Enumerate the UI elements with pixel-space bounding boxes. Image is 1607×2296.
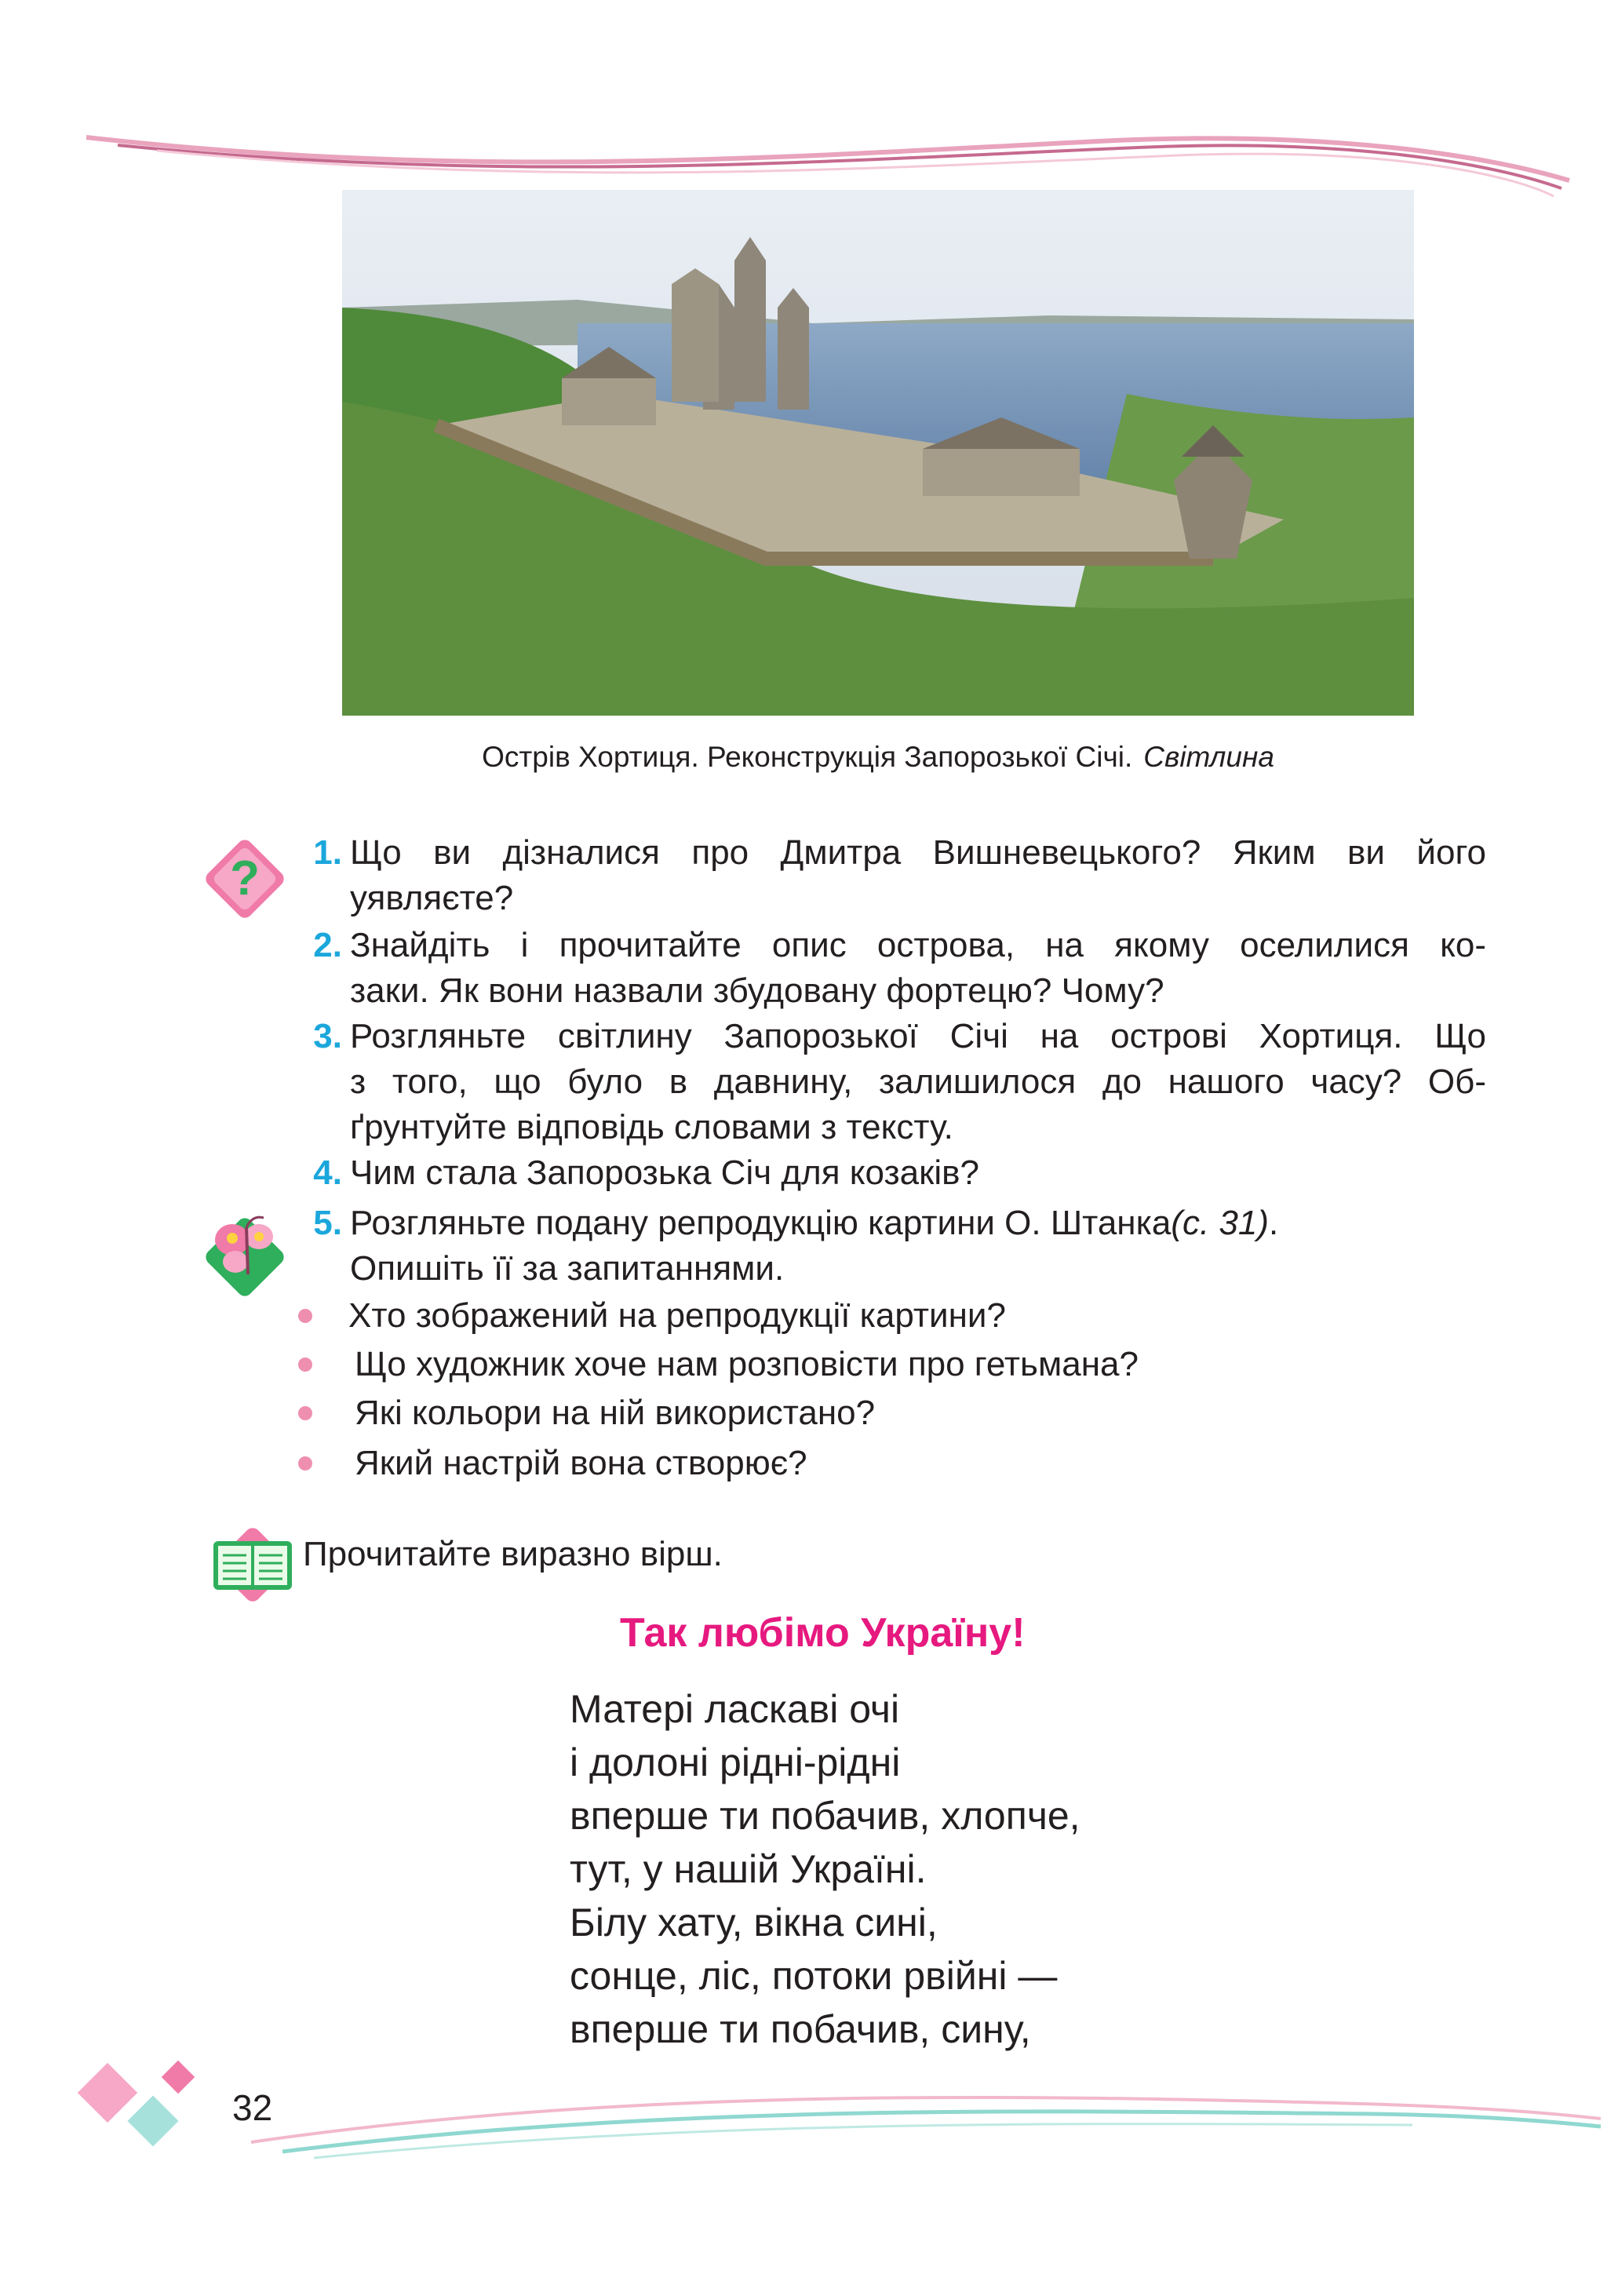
poem-line: Білу хату, вікна сині, [570,1901,938,1944]
bullet-item [298,1441,807,1486]
poem-line: тут, у нашій Україні. [570,1847,927,1891]
question-text: з того, що було в давнину, залишилося до нашого часу? Об- [350,1062,1486,1101]
question-text: Опишіть її за запитаннями. [350,1249,785,1288]
bullet-item [298,1342,1139,1387]
poem-line: і долоні рідні-рідні [570,1740,901,1784]
question-text: уявляєте? [350,879,514,917]
question-text: Знайдіть і прочитайте опис острова, на якому оселилися ко- [350,926,1486,964]
question-4 [293,1150,1486,1196]
question-number: 3. [313,1017,342,1055]
poem-line: вперше ти побачив, хлопче, [570,1794,1080,1838]
sich-photo [342,190,1414,716]
question-2 [293,923,1486,1014]
bullet-dot [298,1309,312,1323]
bullet-text: Які кольори на ній використано? [355,1394,876,1432]
photo-caption [342,738,1414,777]
corner-diamonds-decoration [71,2048,212,2166]
question-5: 5. Розгляньте подану репродукцію картини О. Штанка(с. 31). Опишіть її за запитаннями. [293,1201,1486,1292]
question-number: 1. [313,833,342,872]
poem-line: Матері ласкаві очі [570,1687,900,1731]
question-number: 5. [313,1204,342,1242]
page-number: 32 [232,2087,273,2128]
question-mark-icon [198,832,292,926]
poem-title: Так любімо Україну! [620,1610,1026,1656]
caption-source: Світлина [1143,741,1274,773]
bullet-dot [298,1358,312,1372]
poem-line: сонце, ліс, потоки рвійні — [570,1954,1058,1998]
question-text: Розгляньте світлину Запорозької Січі на острові Хортиця. Що [350,1017,1486,1055]
bullet-text: Який настрій вона створює? [355,1444,807,1482]
question-text: заки. Як вони назвали збудовану фортецю? Чому? [350,971,1164,1010]
question-3 [293,1014,1486,1150]
question-text: Розгляньте подану репродукцію картини О. Штанка [350,1204,1172,1242]
page-reference: (с. 31) [1171,1204,1269,1242]
bullet-text: Хто зображений на репродукції картини? [348,1296,1006,1335]
bullet-dot [298,1406,312,1420]
caption-text: Острів Хортиця. Реконструкція Запорозької Січі. [482,741,1133,773]
question-number: 2. [313,926,342,964]
butterfly-icon [198,1204,292,1298]
bullet-item [298,1293,1006,1339]
poem-line: вперше ти побачив, сину, [570,2007,1031,2051]
reading-instruction: Прочитайте виразно вірш. [303,1535,723,1573]
question-1 [293,830,1486,921]
bullet-dot [298,1456,312,1471]
open-book-icon [206,1518,300,1612]
svg-text:?: ? [230,851,260,906]
bullet-item [298,1390,875,1436]
question-text: Чим стала Запорозька Січ для козаків? [350,1153,980,1192]
question-number: 4. [313,1153,342,1192]
question-text: ґрунтуйте відповідь словами з тексту. [350,1108,953,1146]
question-text: Що ви дізналися про Дмитра Вишневецького? Яким ви його [350,833,1486,872]
bullet-text: Що художник хоче нам розповісти про гетьмана? [355,1345,1139,1383]
